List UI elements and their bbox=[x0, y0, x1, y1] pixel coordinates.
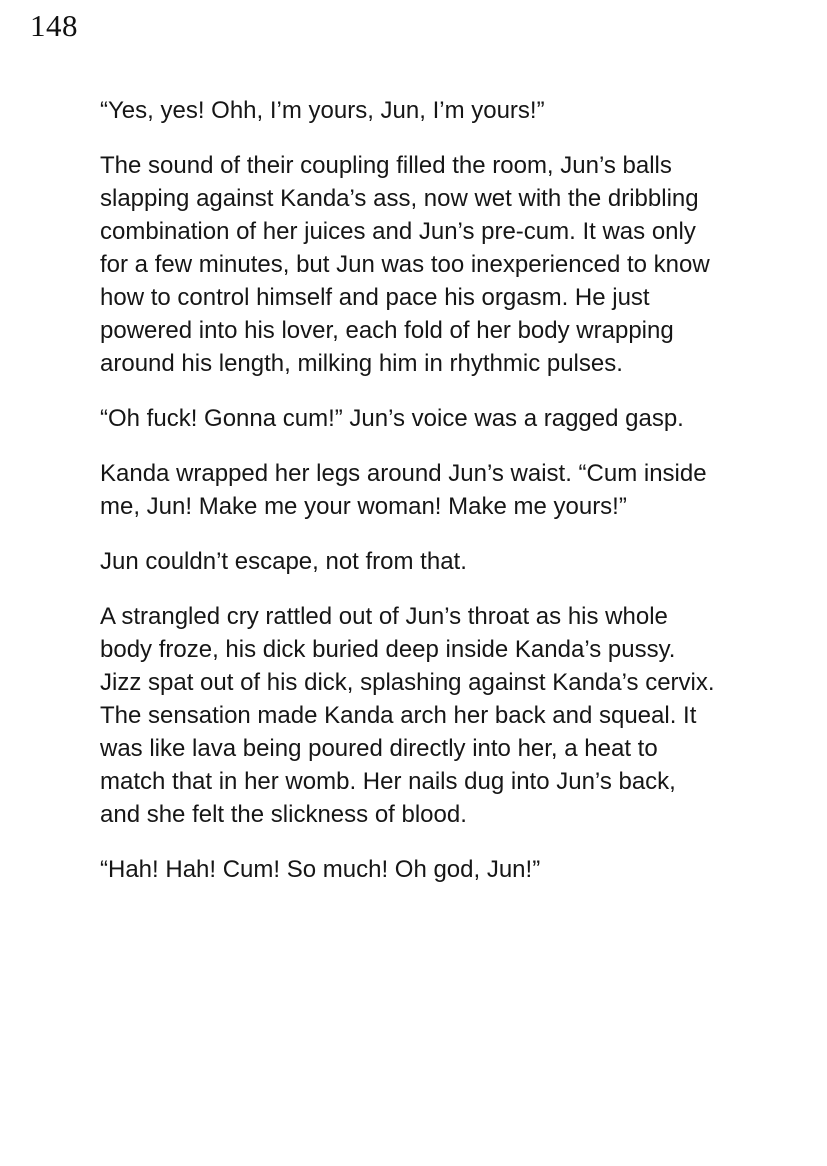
paragraph: The sound of their coupling filled the room, Jun’s balls slapping against Kanda’s ass, now wet with the dribbling combination of her juices and Jun’s pre-cum. It was only for a few minutes, but Jun was too inexperienced to know how to control himself and pace his orgasm. He just powered into his lover, each fold of her body wrapping around his length, milking him in rhythmic pulses. bbox=[100, 152, 710, 377]
paragraph: “Hah! Hah! Cum! So much! Oh god, Jun!” bbox=[100, 856, 541, 883]
paragraph: Kanda wrapped her legs around Jun’s waist. “Cum inside me, Jun! Make me your woman! Make me yours!” bbox=[100, 460, 707, 520]
paragraph: “Oh fuck! Gonna cum!” Jun’s voice was a ragged gasp. bbox=[100, 405, 684, 432]
page-text-block bbox=[100, 94, 720, 908]
page-number: 148 bbox=[30, 8, 78, 43]
paragraph: “Yes, yes! Ohh, I’m yours, Jun, I’m yours!” bbox=[100, 97, 545, 124]
paragraph: A strangled cry rattled out of Jun’s throat as his whole body froze, his dick buried deep inside Kanda’s pussy. Jizz spat out of his dick, splashing against Kanda’s cervix. The sensation made Kanda arch her back and squeal. It was like lava being poured directly into her, a heat to match that in her womb. Her nails dug into Jun’s back, and she felt the slickness of blood. bbox=[100, 603, 715, 828]
paragraph: Jun couldn’t escape, not from that. bbox=[100, 548, 467, 575]
